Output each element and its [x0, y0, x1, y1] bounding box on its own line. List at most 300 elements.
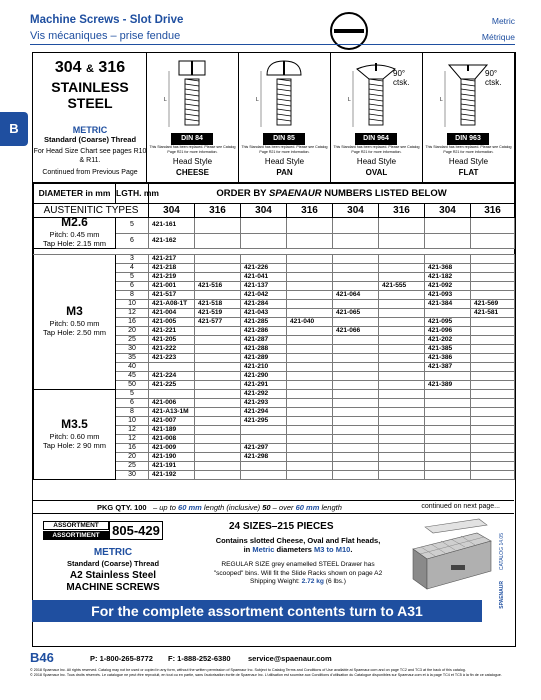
part-number-cell[interactable]: 421-005 — [149, 318, 195, 327]
part-number-cell — [333, 354, 379, 363]
part-number-cell[interactable]: 421-287 — [241, 336, 287, 345]
part-number-cell — [471, 327, 515, 336]
length-cell: 25 — [116, 336, 149, 345]
contains-range: M3 to M10 — [314, 545, 351, 554]
part-number-cell — [379, 318, 425, 327]
part-number-cell[interactable]: 421-092 — [425, 282, 471, 291]
part-number-cell — [379, 218, 425, 234]
part-number-cell — [287, 426, 333, 435]
part-number-cell — [287, 408, 333, 417]
part-number-cell — [287, 453, 333, 462]
part-number-cell — [195, 363, 241, 372]
part-number-cell[interactable]: 421-577 — [195, 318, 241, 327]
type-header-1: 316 — [195, 204, 241, 218]
length-cell: 40 — [116, 363, 149, 372]
part-number-cell — [195, 255, 241, 264]
pkg-post: length — [319, 503, 342, 512]
part-number-cell — [333, 462, 379, 471]
part-number-cell — [425, 399, 471, 408]
part-number-cell — [287, 273, 333, 282]
part-number-cell[interactable]: 421-222 — [149, 345, 195, 354]
length-cell: 4 — [116, 264, 149, 273]
part-number-cell — [333, 336, 379, 345]
diameter-name: M3.5 — [61, 416, 88, 431]
part-number-cell[interactable]: 421-004 — [149, 309, 195, 318]
part-number-cell[interactable]: 421-191 — [149, 462, 195, 471]
part-number-cell — [471, 444, 515, 453]
type-header-4: 304 — [333, 204, 379, 218]
part-number-cell — [471, 471, 515, 480]
table-row — [34, 255, 515, 264]
part-number-cell — [471, 273, 515, 282]
diameter-pitch: Pitch: 0.45 mm — [49, 230, 100, 239]
part-number-cell[interactable]: 421-284 — [241, 300, 287, 309]
length-cell: 16 — [116, 444, 149, 453]
part-number-cell[interactable]: 421-294 — [241, 408, 287, 417]
part-number-cell[interactable]: 421-093 — [425, 291, 471, 300]
part-number-cell — [195, 381, 241, 390]
part-number-cell — [379, 471, 425, 480]
diameter-name: M2.6 — [61, 215, 88, 229]
header-title: Machine Screws - Slot Drive — [30, 14, 184, 26]
part-number-cell — [379, 336, 425, 345]
part-number-cell — [379, 327, 425, 336]
product-continued: Continued from Previous Page — [42, 169, 138, 176]
part-number-cell — [379, 264, 425, 273]
part-number-cell — [287, 417, 333, 426]
part-number-cell — [333, 282, 379, 291]
part-number-cell[interactable]: 421-007 — [149, 417, 195, 426]
contains-b: in — [243, 545, 253, 554]
length-cell: 12 — [116, 435, 149, 444]
part-number-cell — [195, 327, 241, 336]
part-number-cell[interactable]: 421-137 — [241, 282, 287, 291]
part-number-cell — [471, 255, 515, 264]
type-header-6: 304 — [425, 204, 471, 218]
svg-text:L: L — [256, 97, 259, 103]
assortment-contains — [208, 536, 388, 554]
part-number-cell[interactable]: 421-008 — [149, 435, 195, 444]
part-number-cell — [379, 363, 425, 372]
assortment-number[interactable]: 805-429 — [109, 521, 163, 540]
part-number-cell — [195, 399, 241, 408]
part-number-cell — [333, 300, 379, 309]
part-number-cell[interactable]: 421-226 — [241, 264, 287, 273]
part-number-cell[interactable]: 421-293 — [241, 399, 287, 408]
part-number-cell — [195, 354, 241, 363]
length-cell: 12 — [116, 309, 149, 318]
product-panel — [32, 52, 516, 647]
part-number-cell[interactable]: 421-202 — [425, 336, 471, 345]
part-number-cell — [241, 255, 287, 264]
head-style-label-2: Head Style — [356, 157, 397, 166]
head-style-0 — [147, 53, 239, 183]
part-number-cell — [333, 471, 379, 480]
length-cell: 35 — [116, 354, 149, 363]
length-cell: 6 — [116, 233, 149, 249]
contains-d: . — [350, 545, 353, 554]
part-number-cell — [379, 417, 425, 426]
part-number-cell[interactable]: 421-001 — [149, 282, 195, 291]
part-number-cell[interactable]: 421-040 — [287, 318, 333, 327]
order-pre: ORDER BY — [216, 187, 269, 199]
part-number-cell — [379, 255, 425, 264]
part-number-cell — [195, 372, 241, 381]
part-number-cell — [333, 417, 379, 426]
part-number-cell — [287, 233, 333, 249]
head-style-note-3: This Standard has been replaced. Please see Catalog Page R21 for more information. — [425, 145, 512, 154]
length-cell: 20 — [116, 327, 149, 336]
part-number-cell[interactable]: 421-289 — [241, 354, 287, 363]
part-number-cell — [287, 309, 333, 318]
ctsk-label-2: 90° ctsk. — [393, 69, 410, 87]
ctsk-label-3: 90° ctsk. — [485, 69, 502, 87]
part-number-cell — [333, 372, 379, 381]
part-number-cell[interactable]: 421-219 — [149, 273, 195, 282]
part-number-cell — [195, 218, 241, 234]
part-number-cell — [425, 372, 471, 381]
drawer-c: Shipping Weight: — [250, 578, 302, 585]
part-number-cell — [333, 233, 379, 249]
part-number-cell — [241, 233, 287, 249]
part-number-cell — [195, 444, 241, 453]
part-number-table — [33, 183, 515, 480]
head-style-1 — [239, 53, 331, 183]
product-thread: Standard (Coarse) Thread — [43, 135, 137, 144]
length-cell: 6 — [116, 282, 149, 291]
part-number-cell — [287, 381, 333, 390]
part-number-cell — [471, 390, 515, 399]
part-number-cell[interactable]: 421-096 — [425, 327, 471, 336]
svg-text:L: L — [440, 97, 443, 103]
product-line1: STAINLESS — [51, 79, 129, 95]
assortment-banner[interactable]: For the complete assortment contents turn to A31 — [32, 600, 482, 622]
package-qty-row — [33, 500, 514, 514]
part-number-cell — [379, 273, 425, 282]
col-length: LGTH. mm — [116, 184, 149, 204]
header-rule — [30, 44, 515, 45]
type-header-3: 316 — [287, 204, 333, 218]
pkg-detail — [153, 503, 342, 512]
drawer-weight-lb: (6 lbs.) — [323, 578, 346, 585]
copyright-en: © 2018 Spaenaur Inc. All rights reserved. Catalog may not be used or copied in any form, without the written permission of Spaenaur Inc. Subject to Catalog Terms and Conditions of Use available at Spaenaur.com and on page TC2 and TC3 at the back of this catalog. — [30, 668, 466, 672]
table-row — [34, 390, 515, 399]
part-number-cell[interactable]: 421-387 — [425, 363, 471, 372]
part-number-cell — [195, 435, 241, 444]
part-number-cell — [471, 399, 515, 408]
part-number-cell[interactable]: 421-217 — [149, 255, 195, 264]
part-number-cell[interactable]: 421-290 — [241, 372, 287, 381]
diameter-name: M3 — [66, 304, 83, 318]
part-number-cell — [287, 363, 333, 372]
length-cell: 3 — [116, 255, 149, 264]
part-number-cell[interactable]: 421-065 — [333, 309, 379, 318]
head-style-name-3: FLAT — [458, 168, 479, 177]
part-number-cell — [195, 264, 241, 273]
part-number-cell — [241, 218, 287, 234]
part-number-cell — [471, 345, 515, 354]
length-cell: 8 — [116, 408, 149, 417]
section-tab[interactable]: B — [0, 112, 28, 146]
part-number-cell[interactable]: 421-189 — [149, 426, 195, 435]
head-style-din-2: DIN 964 — [355, 133, 397, 145]
part-number-cell — [471, 291, 515, 300]
part-number-cell[interactable]: 421-210 — [241, 363, 287, 372]
part-number-cell[interactable]: 421-517 — [149, 291, 195, 300]
part-number-cell[interactable]: 421-298 — [241, 453, 287, 462]
product-top — [33, 53, 514, 183]
header-subtitle: Vis mécaniques – prise fendue — [30, 30, 181, 42]
length-cell: 12 — [116, 426, 149, 435]
part-number-cell — [333, 318, 379, 327]
part-number-cell — [379, 426, 425, 435]
part-number-cell — [195, 390, 241, 399]
screw-drawing-0 — [155, 57, 231, 133]
part-number-cell — [425, 435, 471, 444]
part-number-cell[interactable]: 421-066 — [333, 327, 379, 336]
part-number-cell — [471, 318, 515, 327]
brand-mark: SPAENAUR — [499, 581, 505, 609]
part-number-cell — [241, 435, 287, 444]
part-number-cell — [471, 233, 515, 249]
part-number-cell — [287, 372, 333, 381]
head-style-label-3: Head Style — [448, 157, 489, 166]
part-number-cell — [425, 462, 471, 471]
pkg-continued: continued on next page... — [421, 503, 500, 510]
assortment-product: MACHINE SCREWS — [66, 582, 160, 593]
head-style-name-2: OVAL — [365, 168, 388, 177]
part-number-cell — [333, 255, 379, 264]
part-number-cell[interactable]: 421-297 — [241, 444, 287, 453]
contains-metric: Metric — [252, 545, 275, 554]
part-number-cell — [471, 363, 515, 372]
part-number-cell[interactable]: 421-192 — [149, 471, 195, 480]
head-style-name-0: CHEESE — [176, 168, 209, 177]
part-number-cell[interactable]: 421-292 — [241, 390, 287, 399]
part-number-cell — [195, 417, 241, 426]
part-number-cell — [379, 399, 425, 408]
length-cell: 6 — [116, 399, 149, 408]
part-number-cell[interactable]: 421-205 — [149, 336, 195, 345]
pkg-qty2: 50 — [262, 503, 271, 512]
part-number-cell[interactable]: 421-162 — [149, 233, 195, 249]
assortment-material: A2 Stainless Steel — [69, 570, 157, 581]
part-number-cell[interactable]: 421-041 — [241, 273, 287, 282]
part-number-cell — [333, 426, 379, 435]
contains-a: Contains slotted Cheese, Oval and Flat heads, — [215, 536, 381, 545]
part-number-cell[interactable]: 421-569 — [471, 300, 515, 309]
product-note: For Head Size Chart see pages R10 & R11. — [33, 148, 147, 164]
part-number-cell[interactable]: 421-555 — [379, 282, 425, 291]
part-number-cell — [471, 417, 515, 426]
length-cell: 5 — [116, 218, 149, 234]
product-grades — [33, 59, 147, 77]
part-number-cell — [379, 381, 425, 390]
part-number-cell[interactable]: 421-A08-1T — [149, 300, 195, 309]
length-cell: 10 — [116, 300, 149, 309]
part-number-cell — [425, 233, 471, 249]
part-number-cell — [379, 462, 425, 471]
part-number-cell — [471, 354, 515, 363]
copyright-fr: © 2018 Spaenaur Inc. Tous droits réservés. Le catalogue ne peut être reproduit, en tout ou en partie, sans l'autorisation écrite de Spaenaur Inc. L'utilisation est soumise aux Conditions d'utilisation du Catalogue disponibles sur Spaenaur.com et à la page TC4 et TC5 à la fin de ce catalogue. — [30, 673, 502, 677]
part-number-cell — [471, 381, 515, 390]
part-number-cell — [195, 233, 241, 249]
pkg-pre: – up to — [153, 503, 179, 512]
grade-a: 304 — [54, 59, 82, 76]
part-number-cell — [425, 390, 471, 399]
part-number-cell — [333, 363, 379, 372]
type-header-7: 316 — [471, 204, 515, 218]
part-number-cell — [379, 291, 425, 300]
part-number-cell — [425, 309, 471, 318]
part-number-cell — [333, 381, 379, 390]
drawer-weight: 2.72 kg — [301, 578, 324, 585]
part-number-cell[interactable]: 421-190 — [149, 453, 195, 462]
part-number-cell[interactable]: 421-064 — [333, 291, 379, 300]
assortment-thread: Standard (Coarse) Thread — [66, 559, 160, 568]
part-number-cell — [195, 336, 241, 345]
order-by-heading — [149, 184, 515, 204]
length-cell: 5 — [116, 390, 149, 399]
length-cell: 5 — [116, 273, 149, 282]
part-number-cell — [471, 408, 515, 417]
part-number-cell — [333, 408, 379, 417]
page-header — [30, 10, 515, 52]
part-number-cell[interactable]: 421-518 — [195, 300, 241, 309]
part-number-cell[interactable]: 421-006 — [149, 399, 195, 408]
length-cell: 45 — [116, 372, 149, 381]
part-number-cell — [379, 233, 425, 249]
assortment-metric: METRIC — [93, 547, 133, 558]
part-number-cell — [333, 218, 379, 234]
pkg-mid2: – over — [270, 503, 296, 512]
part-number-cell — [379, 435, 425, 444]
part-number-cell[interactable]: 421-288 — [241, 345, 287, 354]
part-number-cell — [195, 291, 241, 300]
part-number-cell — [425, 471, 471, 480]
part-number-cell — [195, 408, 241, 417]
assortment-drawer — [208, 561, 388, 587]
part-number-cell — [241, 471, 287, 480]
part-number-cell — [287, 390, 333, 399]
diameter-cell — [34, 255, 116, 390]
part-number-cell[interactable]: 421-A13-1M — [149, 408, 195, 417]
catalog-code: CATALOG 14.05 — [499, 533, 505, 571]
part-number-cell[interactable]: 421-286 — [241, 327, 287, 336]
part-number-cell[interactable]: 421-581 — [471, 309, 515, 318]
part-number-cell — [379, 408, 425, 417]
part-number-cell — [425, 417, 471, 426]
part-number-cell[interactable]: 421-218 — [149, 264, 195, 273]
header-metric: Metric — [491, 16, 515, 26]
part-number-cell — [471, 282, 515, 291]
head-style-2 — [331, 53, 423, 183]
part-number-cell[interactable]: 421-095 — [425, 318, 471, 327]
pkg-mid: length (inclusive) — [201, 503, 263, 512]
part-number-cell — [471, 453, 515, 462]
part-number-cell — [425, 426, 471, 435]
part-number-cell[interactable]: 421-221 — [149, 327, 195, 336]
part-number-cell[interactable]: 421-225 — [149, 381, 195, 390]
length-cell: 30 — [116, 471, 149, 480]
part-number-cell[interactable]: 421-389 — [425, 381, 471, 390]
part-number-cell[interactable]: 421-295 — [241, 417, 287, 426]
part-number-cell — [287, 444, 333, 453]
svg-text:L: L — [348, 97, 351, 103]
part-number-cell[interactable]: 421-042 — [241, 291, 287, 300]
part-number-cell — [287, 435, 333, 444]
part-number-cell — [195, 345, 241, 354]
part-number-cell — [471, 372, 515, 381]
diameter-tap-hole: Tap Hole: 2.50 mm — [43, 328, 106, 337]
assortiment-label: ASSORTIMENT — [43, 531, 109, 540]
svg-text:L: L — [164, 97, 167, 103]
length-cell: 50 — [116, 381, 149, 390]
head-style-note-0: This Standard has been replaced. Please see Catalog Page R21 for more information. — [149, 145, 236, 154]
head-style-name-1: PAN — [276, 168, 293, 177]
footer-phone[interactable]: P: 1-800-265-8772 — [90, 654, 153, 663]
type-header-0: 304 — [149, 204, 195, 218]
head-style-din-3: DIN 963 — [447, 133, 489, 145]
part-number-cell[interactable]: 421-224 — [149, 372, 195, 381]
part-number-cell — [425, 218, 471, 234]
col-diameter: DIAMETER in mm — [34, 184, 116, 204]
footer-fax: F: 1-888-252-6380 — [168, 654, 231, 663]
part-number-cell — [333, 435, 379, 444]
part-number-cell[interactable]: 421-291 — [241, 381, 287, 390]
part-number-cell[interactable]: 421-519 — [195, 309, 241, 318]
part-number-cell — [471, 426, 515, 435]
length-cell: 16 — [116, 318, 149, 327]
contains-c: diameters — [274, 545, 315, 554]
part-number-cell[interactable]: 421-386 — [425, 354, 471, 363]
part-number-cell[interactable]: 421-009 — [149, 444, 195, 453]
footer-email[interactable]: service@spaenaur.com — [248, 654, 332, 663]
part-number-cell[interactable]: 421-043 — [241, 309, 287, 318]
part-number-cell[interactable]: 421-223 — [149, 354, 195, 363]
pkg-len1: 60 mm — [178, 503, 202, 512]
part-number-cell — [379, 372, 425, 381]
part-number-cell[interactable]: 421-285 — [241, 318, 287, 327]
length-cell: 25 — [116, 462, 149, 471]
part-number-cell — [287, 282, 333, 291]
part-number-cell — [195, 426, 241, 435]
part-number-cell — [379, 444, 425, 453]
part-number-cell — [333, 399, 379, 408]
page-number: B46 — [30, 650, 54, 665]
part-number-cell[interactable]: 421-182 — [425, 273, 471, 282]
diameter-tap-hole: Tap Hole: 2.15 mm — [43, 239, 106, 248]
head-style-note-1: This Standard has been replaced. Please see Catalog Page R21 for more information. — [241, 145, 328, 154]
part-number-cell — [471, 435, 515, 444]
assortment-drawer-image — [407, 519, 495, 595]
screw-drawing-1 — [247, 57, 323, 133]
part-number-cell — [287, 255, 333, 264]
part-number-cell — [287, 300, 333, 309]
footer-copyright — [30, 668, 516, 678]
part-number-cell[interactable]: 421-385 — [425, 345, 471, 354]
product-line2: STEEL — [67, 95, 113, 111]
part-number-cell[interactable]: 421-161 — [149, 218, 195, 234]
head-style-3 — [423, 53, 515, 183]
grade-b: 316 — [98, 59, 126, 76]
part-number-cell — [195, 453, 241, 462]
part-number-cell[interactable]: 421-384 — [425, 300, 471, 309]
part-number-cell[interactable]: 421-516 — [195, 282, 241, 291]
assortment-block — [33, 515, 514, 610]
part-number-cell — [195, 273, 241, 282]
part-number-cell[interactable]: 421-368 — [425, 264, 471, 273]
